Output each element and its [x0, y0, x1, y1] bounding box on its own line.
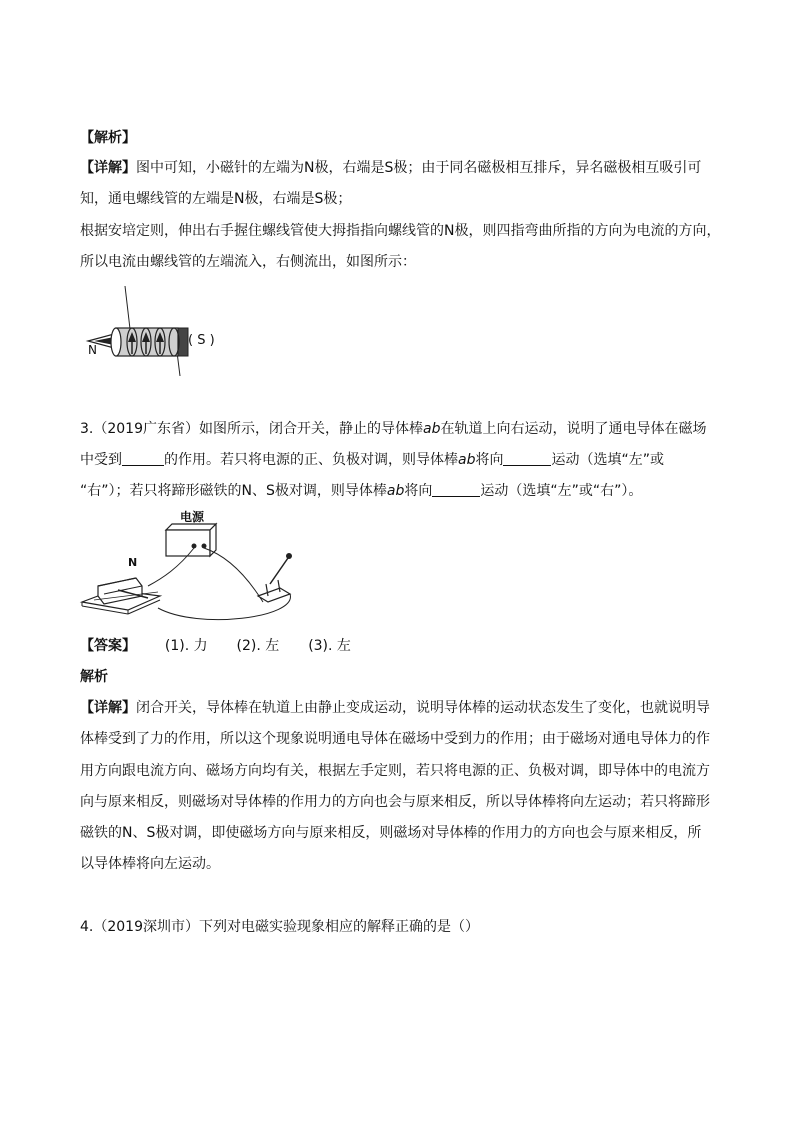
q3-detail-3: 用方向跟电流方向、磁场方向均有关，根据左手定则，若只将电源的正、负极对调，即导体中的电流方: [80, 763, 710, 779]
detail-label: 【详解】: [80, 160, 136, 176]
detail-paragraph-1b: 知，通电螺线管的左端是N极，右端是S极；: [80, 191, 352, 207]
magnet-n-label: N: [128, 556, 138, 569]
q4-text: 4.（2019深圳市）下列对电磁实验现象相应的解释正确的是（）: [80, 919, 479, 935]
detail-paragraph-2b: 所以电流由螺线管的左端流入，右侧流出，如图所示：: [80, 254, 416, 270]
q3-detail-1: 【详解】闭合开关，导体棒在轨道上由静止变成运动，说明导体棒的运动状态发生了变化，也就说明导: [80, 700, 710, 716]
answer-2: (2). 左: [236, 638, 280, 654]
answer-1: (1). 力: [164, 638, 208, 654]
detail-paragraph-2a: 根据安培定则，伸出右手握住螺线管使大拇指指向螺线管的N极，则四指弯曲所指的方向为电流的方向，: [80, 223, 721, 239]
analysis-heading: 【解析】: [80, 130, 136, 146]
blank-1: [122, 451, 164, 466]
blank-2: [503, 451, 551, 466]
q3-detail-4: 向与原来相反，则磁场对导体棒的作用力的方向也会与原来相反，所以导体棒将向左运动；若只将蹄形: [80, 794, 710, 810]
q3-detail-6: 以导体棒将向左运动。: [80, 856, 220, 872]
detail-paragraph-1a: 【详解】图中可知，小磁针的左端为N极，右端是S极；由于同名磁极相互排斥，异名磁极相互吸引可: [80, 160, 702, 176]
answer-line: [80, 636, 351, 656]
q3-detail-2: 体棒受到了力的作用，所以这个现象说明通电导体在磁场中受到力的作用；由于磁场对通电导体力的作: [80, 731, 710, 747]
solenoid-figure: [80, 284, 240, 380]
solenoid-s-label: ( S ): [188, 333, 215, 348]
blank-3: [432, 482, 480, 497]
answer-3: (3). 左: [308, 638, 351, 654]
q3-line-3: “右”）；若只将蹄形磁铁的N、S极对调，则导体棒ab将向 运动（选填“左”或“右”）。: [80, 483, 643, 499]
ab-term: ab: [423, 421, 441, 437]
answer-label: 【答案】: [80, 638, 136, 654]
analysis-heading-2: 解析: [80, 669, 108, 685]
q3-line-1: 3.（2019广东省）如图所示，闭合开关，静止的导体棒ab在轨道上向右运动，说明了通电导体在磁场: [80, 421, 707, 437]
q3-detail-5: 磁铁的N、S极对调，即使磁场方向与原来相反，则磁场对导体棒的作用力的方向也会与原来相反，所: [80, 825, 702, 841]
q3-line-2: 中受到 的作用。若只将电源的正、负极对调，则导体棒ab将向 运动（选填“左”或: [80, 452, 664, 468]
power-label: 电源: [180, 510, 205, 524]
compass-n-label: N: [88, 343, 97, 357]
